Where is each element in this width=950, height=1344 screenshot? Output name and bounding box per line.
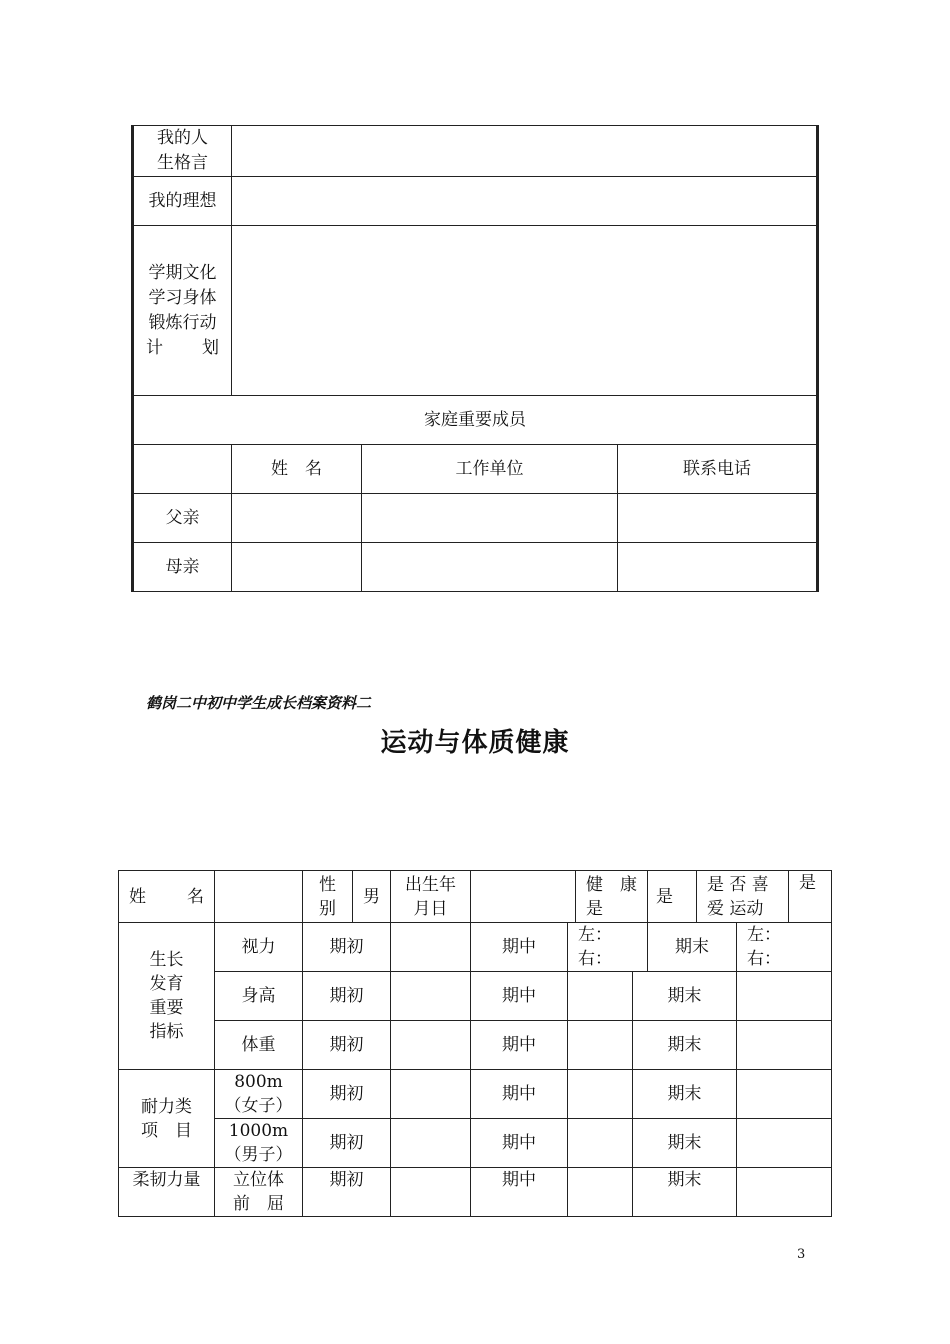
period-start-label: 期初 [303, 1119, 391, 1168]
page-title: 运动与体质健康 [380, 728, 570, 758]
archive-subtitle: 鹤岗二中初中学生成长档案资料二 [146, 694, 372, 712]
vision-right-label: 右： [747, 949, 781, 969]
weight-label: 体重 [215, 1021, 303, 1070]
run-1000m-start-value[interactable] [391, 1119, 471, 1168]
period-end-label: 期末 [633, 1168, 737, 1217]
likes-sports-label: 是 否 喜 爱 运动 [697, 871, 789, 923]
page-number: 3 [797, 1247, 806, 1262]
health-value[interactable]: 是 [648, 871, 697, 923]
sit-and-reach-label: 立位体前 屈 [215, 1168, 303, 1217]
height-start-value[interactable] [391, 972, 471, 1021]
relation-label: 母亲 [133, 543, 232, 592]
height-mid-value[interactable] [568, 972, 633, 1021]
col-name-header: 姓 名 [232, 445, 362, 494]
relation-label: 父亲 [133, 494, 232, 543]
vision-left-label: 左： [578, 925, 612, 945]
plan-label-line: 学习身体 [148, 287, 217, 308]
mother-phone[interactable] [618, 543, 818, 592]
plan-label-line: 学期文化 [148, 262, 217, 283]
mother-work[interactable] [362, 543, 618, 592]
plan-label-char: 划 [202, 337, 219, 358]
table-row [133, 494, 818, 543]
period-start-label: 期初 [303, 1168, 391, 1217]
father-work[interactable] [362, 494, 618, 543]
birth-value[interactable] [471, 871, 576, 923]
weight-end-value[interactable] [737, 1021, 832, 1070]
period-start-label: 期初 [303, 923, 391, 972]
run-800m-label: 800m（女子） [215, 1070, 303, 1119]
period-mid-label: 期中 [471, 1119, 568, 1168]
col-phone-header: 联系电话 [618, 445, 818, 494]
plan-value[interactable] [232, 226, 818, 396]
period-mid-label: 期中 [471, 1168, 568, 1217]
period-start-label: 期初 [303, 972, 391, 1021]
motto-value[interactable] [232, 126, 818, 177]
vision-start-value[interactable] [391, 923, 471, 972]
flexibility-start-value[interactable] [391, 1168, 471, 1217]
period-mid-label: 期中 [471, 1021, 568, 1070]
period-end-label: 期末 [633, 1021, 737, 1070]
weight-mid-value[interactable] [568, 1021, 633, 1070]
plan-label [133, 226, 232, 396]
flexibility-end-value[interactable] [737, 1168, 832, 1217]
endurance-group-label: 耐力类项 目 [119, 1070, 215, 1168]
health-label: 健 康 是 [576, 871, 648, 923]
flexibility-mid-value[interactable] [568, 1168, 633, 1217]
vision-label: 视力 [215, 923, 303, 972]
ideal-value[interactable] [232, 177, 818, 226]
period-end-label: 期末 [633, 972, 737, 1021]
period-end-label: 期末 [633, 1070, 737, 1119]
vision-mid-value[interactable] [568, 923, 648, 972]
fitness-table [118, 870, 832, 1217]
family-corner [133, 445, 232, 494]
father-name[interactable] [232, 494, 362, 543]
name-label: 姓 名 [119, 871, 215, 923]
run-800m-end-value[interactable] [737, 1070, 832, 1119]
birth-label: 出生年月日 [391, 871, 471, 923]
gender-label: 性别 [303, 871, 353, 923]
ideal-label: 我的理想 [133, 177, 232, 226]
weight-start-value[interactable] [391, 1021, 471, 1070]
gender-value[interactable]: 男 [353, 871, 391, 923]
likes-sports-value[interactable]: 是 [789, 871, 832, 923]
period-mid-label: 期中 [471, 972, 568, 1021]
period-end-label: 期末 [648, 923, 737, 972]
flexibility-group-label: 柔韧力量 [119, 1168, 215, 1217]
run-800m-mid-value[interactable] [568, 1070, 633, 1119]
personal-info-table [131, 125, 819, 592]
period-mid-label: 期中 [471, 1070, 568, 1119]
height-label: 身高 [215, 972, 303, 1021]
col-work-header: 工作单位 [362, 445, 618, 494]
mother-name[interactable] [232, 543, 362, 592]
vision-left-label: 左： [747, 925, 781, 945]
table-row [133, 543, 818, 592]
father-phone[interactable] [618, 494, 818, 543]
motto-label: 我的人生格言 [133, 126, 232, 177]
period-start-label: 期初 [303, 1021, 391, 1070]
period-end-label: 期末 [633, 1119, 737, 1168]
name-value[interactable] [215, 871, 303, 923]
growth-group-label: 生长发育重要指标 [119, 923, 215, 1070]
period-start-label: 期初 [303, 1070, 391, 1119]
plan-label-line: 锻炼行动 [148, 312, 217, 333]
run-1000m-mid-value[interactable] [568, 1119, 633, 1168]
run-1000m-label: 1000m（男子） [215, 1119, 303, 1168]
run-800m-start-value[interactable] [391, 1070, 471, 1119]
plan-label-char: 计 [146, 337, 163, 358]
run-1000m-end-value[interactable] [737, 1119, 832, 1168]
period-mid-label: 期中 [471, 923, 568, 972]
vision-end-value[interactable] [737, 923, 832, 972]
vision-right-label: 右： [578, 949, 612, 969]
family-header: 家庭重要成员 [133, 396, 818, 445]
height-end-value[interactable] [737, 972, 832, 1021]
